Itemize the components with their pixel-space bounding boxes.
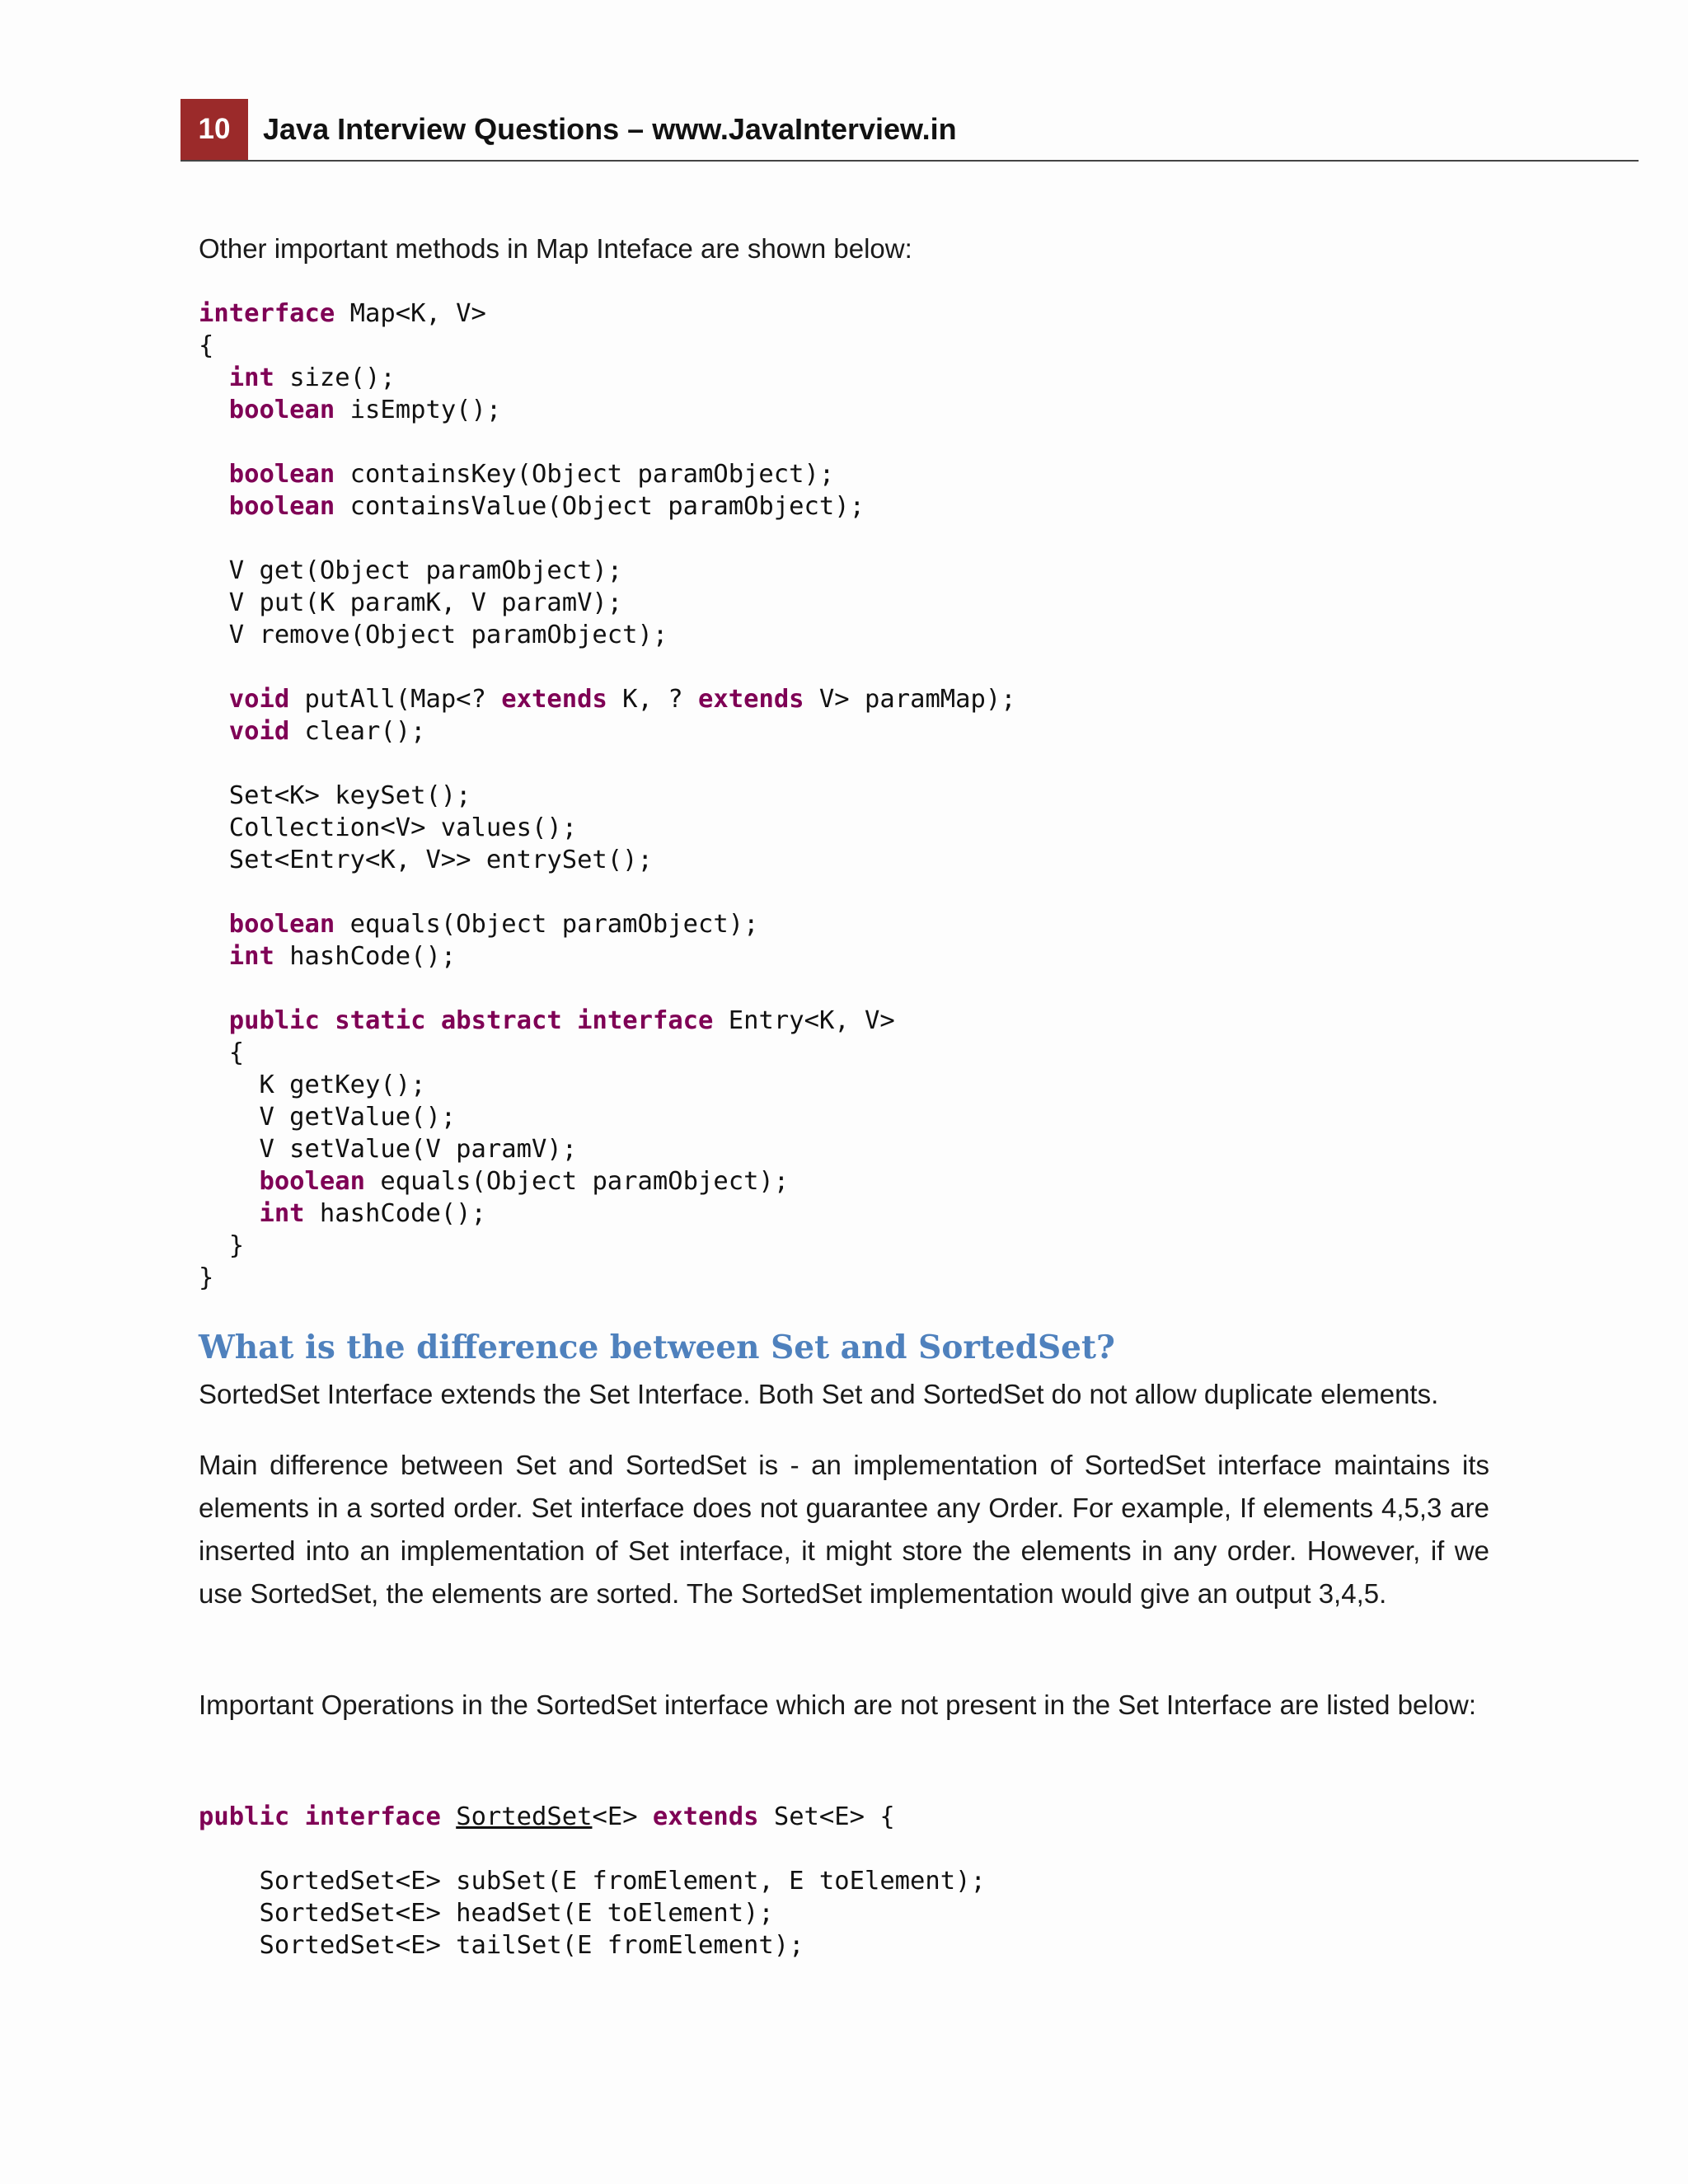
code-line bbox=[199, 621, 668, 649]
header-title: Java Interview Questions – www.JavaInterview.in bbox=[263, 112, 957, 146]
code-text: containsKey(Object paramObject); bbox=[335, 460, 835, 489]
code-text: Set<Entry<K, V>> entrySet(); bbox=[199, 846, 653, 874]
code-keyword: public bbox=[228, 1006, 320, 1035]
code-keyword: boolean bbox=[228, 910, 335, 939]
code-text bbox=[199, 492, 229, 521]
paragraph-3: Important Operations in the SortedSet interface which are not present in the Set Interface are listed below: bbox=[199, 1690, 1477, 1720]
code-keyword: void bbox=[228, 717, 290, 746]
code-line bbox=[199, 1006, 895, 1035]
code-keyword: abstract bbox=[440, 1006, 562, 1035]
code-line bbox=[199, 492, 865, 521]
code-text: Collection<V> values(); bbox=[199, 813, 578, 842]
code-keyword: extends bbox=[501, 685, 607, 714]
code-text bbox=[199, 685, 229, 714]
code-text: V> paramMap); bbox=[804, 685, 1016, 714]
code-line bbox=[199, 1103, 456, 1132]
code-line bbox=[199, 1867, 986, 1896]
code-text: clear(); bbox=[289, 717, 426, 746]
section-heading: What is the difference between Set and SortedSet? bbox=[199, 1329, 1115, 1366]
code-text bbox=[199, 942, 229, 971]
code-keyword: static bbox=[335, 1006, 426, 1035]
code-line bbox=[199, 1802, 895, 1831]
code-line bbox=[199, 1071, 425, 1099]
code-line bbox=[199, 717, 425, 746]
page-number: 10 bbox=[181, 99, 248, 160]
code-text: hashCode(); bbox=[304, 1199, 486, 1228]
code-text: V remove(Object paramObject); bbox=[199, 621, 668, 649]
code-line bbox=[199, 1899, 774, 1928]
code-text: Set<K> keySet(); bbox=[199, 781, 471, 810]
code-text: SortedSet<E> headSet(E toElement); bbox=[199, 1899, 774, 1928]
code-text: V setValue(V paramV); bbox=[199, 1135, 578, 1164]
code-line bbox=[199, 685, 1016, 714]
code-keyword: extends bbox=[652, 1802, 759, 1831]
page-header bbox=[181, 99, 1639, 162]
code-text: size(); bbox=[274, 363, 396, 392]
code-keyword: boolean bbox=[228, 492, 335, 521]
code-keyword: extends bbox=[698, 685, 804, 714]
intro-text: Other important methods in Map Inteface are shown below: bbox=[199, 233, 912, 264]
code-text: { bbox=[199, 331, 214, 360]
code-line bbox=[199, 396, 501, 424]
code-line bbox=[199, 331, 213, 360]
code-text: hashCode(); bbox=[274, 942, 457, 971]
code-text: Entry<K, V> bbox=[713, 1006, 895, 1035]
code-text: equals(Object paramObject); bbox=[335, 910, 759, 939]
code-keyword: int bbox=[228, 942, 274, 971]
code-keyword: boolean bbox=[228, 460, 335, 489]
code-text bbox=[441, 1802, 456, 1831]
code-line bbox=[199, 1263, 213, 1292]
code-keyword: interface bbox=[577, 1006, 714, 1035]
code-keyword: interface bbox=[304, 1802, 441, 1831]
code-text: K, ? bbox=[607, 685, 698, 714]
code-text bbox=[289, 1802, 304, 1831]
code-text: { bbox=[199, 1038, 245, 1067]
code-text bbox=[199, 910, 229, 939]
code-keyword: void bbox=[228, 685, 290, 714]
code-text bbox=[562, 1006, 577, 1035]
code-line bbox=[199, 1231, 244, 1260]
code-keyword: boolean bbox=[228, 396, 335, 424]
code-line bbox=[199, 910, 758, 939]
code-line bbox=[199, 781, 471, 810]
code-line bbox=[199, 1931, 804, 1960]
paragraph-2: Main difference between Set and SortedSet is - an implementation of SortedSet interface maintains its elements in a sorted order. Set interface does not guarantee any Order. For example, If elements 4,5,3 are inserted into an implementation of Set interface, it might store the elements in any order. However, if we use SortedSet, the elements are sorted. The SortedSet implementation would give an output 3,4,5. bbox=[199, 1450, 1489, 1609]
code-line bbox=[199, 942, 456, 971]
code-text bbox=[199, 1006, 229, 1035]
code-line bbox=[199, 556, 622, 585]
paragraph-1: SortedSet Interface extends the Set Interface. Both Set and SortedSet do not allow duplicate elements. bbox=[199, 1379, 1439, 1409]
code-text: <E> bbox=[592, 1802, 653, 1831]
code-keyword: public bbox=[199, 1802, 290, 1831]
code-text: V get(Object paramObject); bbox=[199, 556, 623, 585]
code-text: isEmpty(); bbox=[335, 396, 502, 424]
code-keyword: int bbox=[259, 1199, 305, 1228]
code-text: V getValue(); bbox=[199, 1103, 457, 1132]
code-text: containsValue(Object paramObject); bbox=[335, 492, 865, 521]
code-line bbox=[199, 588, 622, 617]
code-text: putAll(Map<? bbox=[289, 685, 502, 714]
map-interface-code-block bbox=[199, 298, 1016, 1294]
code-text bbox=[199, 460, 229, 489]
code-line bbox=[199, 460, 834, 489]
code-text bbox=[199, 1167, 259, 1196]
code-line bbox=[199, 363, 396, 392]
code-text: } bbox=[199, 1231, 245, 1260]
code-text bbox=[199, 396, 229, 424]
code-line bbox=[199, 1038, 244, 1067]
code-text: Map<K, V> bbox=[335, 299, 486, 328]
code-text bbox=[199, 363, 229, 392]
code-keyword: int bbox=[228, 363, 274, 392]
code-keyword: interface bbox=[199, 299, 335, 328]
sortedset-code-block bbox=[199, 1801, 986, 1961]
code-text bbox=[320, 1006, 335, 1035]
code-text: K getKey(); bbox=[199, 1071, 426, 1099]
code-underlined-identifier: SortedSet bbox=[456, 1802, 593, 1831]
code-text: SortedSet<E> tailSet(E fromElement); bbox=[199, 1931, 804, 1960]
code-line bbox=[199, 299, 486, 328]
code-text: Set<E> { bbox=[758, 1802, 895, 1831]
code-text bbox=[199, 1199, 259, 1228]
code-line bbox=[199, 1135, 577, 1164]
code-text: equals(Object paramObject); bbox=[365, 1167, 790, 1196]
code-line bbox=[199, 813, 577, 842]
code-text: V put(K paramK, V paramV); bbox=[199, 588, 623, 617]
code-line bbox=[199, 846, 653, 874]
code-text: } bbox=[199, 1263, 214, 1292]
code-text bbox=[425, 1006, 440, 1035]
code-text bbox=[199, 717, 229, 746]
code-keyword: boolean bbox=[259, 1167, 365, 1196]
code-line bbox=[199, 1167, 789, 1196]
code-text: SortedSet<E> subSet(E fromElement, E toElement); bbox=[199, 1867, 986, 1896]
code-line bbox=[199, 1199, 486, 1228]
